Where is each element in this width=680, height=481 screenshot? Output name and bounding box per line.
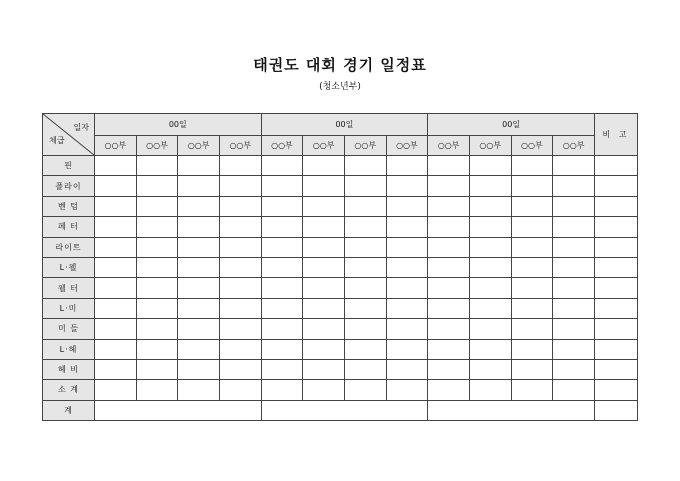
schedule-cell[interactable] [136, 359, 178, 379]
schedule-cell[interactable] [219, 196, 261, 216]
schedule-cell[interactable] [178, 380, 220, 400]
total-label: 계 [43, 400, 95, 420]
schedule-cell[interactable] [261, 217, 303, 237]
schedule-cell[interactable] [511, 217, 553, 237]
schedule-cell[interactable] [136, 298, 178, 318]
schedule-cell[interactable] [553, 196, 595, 216]
schedule-cell[interactable] [428, 359, 470, 379]
division-header: ○○부 [178, 136, 220, 156]
schedule-cell[interactable] [219, 359, 261, 379]
schedule-cell[interactable] [344, 278, 386, 298]
total-cell[interactable] [261, 400, 428, 420]
corner-date-label: 일자 [73, 123, 89, 132]
schedule-cell[interactable] [386, 380, 428, 400]
schedule-cell[interactable] [428, 298, 470, 318]
schedule-cell[interactable] [344, 298, 386, 318]
schedule-cell[interactable] [261, 359, 303, 379]
division-header: ○○부 [553, 136, 595, 156]
table-row [43, 380, 638, 400]
schedule-cell[interactable] [95, 298, 137, 318]
schedule-cell[interactable] [261, 278, 303, 298]
schedule-cell[interactable] [469, 319, 511, 339]
schedule-cell[interactable] [428, 278, 470, 298]
schedule-cell[interactable] [219, 217, 261, 237]
schedule-cell[interactable] [469, 217, 511, 237]
division-header: ○○부 [303, 136, 345, 156]
schedule-cell[interactable] [428, 237, 470, 257]
total-cell[interactable] [95, 400, 262, 420]
schedule-cell[interactable] [261, 196, 303, 216]
schedule-cell[interactable] [344, 156, 386, 176]
schedule-cell[interactable] [553, 257, 595, 277]
table-row [43, 217, 638, 237]
schedule-cell[interactable] [178, 319, 220, 339]
schedule-cell[interactable] [344, 196, 386, 216]
division-header: ○○부 [469, 136, 511, 156]
schedule-cell[interactable] [344, 359, 386, 379]
table-row [43, 298, 638, 318]
schedule-cell[interactable] [344, 176, 386, 196]
document-subtitle: (청소년부) [319, 82, 361, 92]
schedule-cell[interactable] [303, 196, 345, 216]
schedule-cell[interactable] [511, 278, 553, 298]
schedule-cell[interactable] [511, 380, 553, 400]
weight-class-label: L·미 [43, 298, 95, 318]
table-row [43, 319, 638, 339]
schedule-cell[interactable] [595, 176, 638, 196]
schedule-cell[interactable] [553, 278, 595, 298]
schedule-cell[interactable] [95, 217, 137, 237]
schedule-cell[interactable] [344, 319, 386, 339]
schedule-cell[interactable] [595, 339, 638, 359]
schedule-cell[interactable] [303, 156, 345, 176]
total-remarks-cell[interactable] [595, 400, 638, 420]
schedule-table [42, 113, 638, 421]
schedule-cell[interactable] [469, 298, 511, 318]
schedule-cell[interactable] [344, 380, 386, 400]
weight-class-label: 핀 [43, 156, 95, 176]
table-row [43, 237, 638, 257]
day-header-2: 00일 [261, 114, 428, 136]
schedule-cell[interactable] [469, 237, 511, 257]
schedule-cell[interactable] [511, 237, 553, 257]
schedule-cell[interactable] [386, 257, 428, 277]
schedule-cell[interactable] [136, 176, 178, 196]
schedule-cell[interactable] [178, 156, 220, 176]
schedule-cell[interactable] [469, 156, 511, 176]
schedule-cell[interactable] [428, 217, 470, 237]
schedule-cell[interactable] [136, 319, 178, 339]
total-cell[interactable] [428, 400, 595, 420]
division-header: ○○부 [136, 136, 178, 156]
schedule-cell[interactable] [595, 217, 638, 237]
schedule-cell[interactable] [386, 156, 428, 176]
schedule-cell[interactable] [303, 278, 345, 298]
schedule-cell[interactable] [469, 339, 511, 359]
schedule-cell[interactable] [95, 359, 137, 379]
schedule-cell[interactable] [261, 319, 303, 339]
schedule-cell[interactable] [386, 196, 428, 216]
schedule-cell[interactable] [95, 257, 137, 277]
weight-class-label: 웰 터 [43, 278, 95, 298]
schedule-cell[interactable] [219, 339, 261, 359]
weight-class-label: 페 터 [43, 217, 95, 237]
header-row-days [43, 114, 638, 136]
schedule-cell[interactable] [303, 176, 345, 196]
schedule-cell[interactable] [386, 237, 428, 257]
schedule-cell[interactable] [386, 176, 428, 196]
schedule-cell[interactable] [178, 196, 220, 216]
schedule-cell[interactable] [344, 339, 386, 359]
schedule-cell[interactable] [428, 176, 470, 196]
schedule-cell[interactable] [261, 257, 303, 277]
schedule-cell[interactable] [595, 196, 638, 216]
schedule-cell[interactable] [303, 237, 345, 257]
schedule-cell[interactable] [219, 380, 261, 400]
schedule-cell[interactable] [344, 237, 386, 257]
weight-class-label: 플라이 [43, 176, 95, 196]
schedule-cell[interactable] [178, 339, 220, 359]
document-title: 태권도 대회 경기 일정표 [253, 56, 427, 74]
schedule-cell[interactable] [303, 257, 345, 277]
schedule-cell[interactable] [469, 380, 511, 400]
table-row [43, 359, 638, 379]
schedule-cell[interactable] [95, 278, 137, 298]
schedule-cell[interactable] [428, 257, 470, 277]
schedule-cell[interactable] [428, 339, 470, 359]
schedule-cell[interactable] [178, 176, 220, 196]
schedule-cell[interactable] [136, 217, 178, 237]
division-header: ○○부 [95, 136, 137, 156]
schedule-cell[interactable] [136, 278, 178, 298]
schedule-body [43, 156, 638, 421]
schedule-cell[interactable] [178, 217, 220, 237]
schedule-cell[interactable] [136, 237, 178, 257]
schedule-cell[interactable] [178, 359, 220, 379]
schedule-cell[interactable] [303, 319, 345, 339]
schedule-cell[interactable] [553, 339, 595, 359]
schedule-cell[interactable] [386, 319, 428, 339]
schedule-cell[interactable] [595, 278, 638, 298]
division-header: ○○부 [511, 136, 553, 156]
weight-class-label: L·웰 [43, 257, 95, 277]
schedule-cell[interactable] [386, 339, 428, 359]
schedule-cell[interactable] [178, 278, 220, 298]
schedule-cell[interactable] [303, 298, 345, 318]
table-row [43, 156, 638, 176]
schedule-cell[interactable] [219, 176, 261, 196]
schedule-cell[interactable] [303, 380, 345, 400]
table-row [43, 196, 638, 216]
schedule-cell[interactable] [95, 237, 137, 257]
day-header-1: 00일 [95, 114, 262, 136]
schedule-cell[interactable] [511, 176, 553, 196]
schedule-cell[interactable] [511, 257, 553, 277]
corner-header-cell [43, 114, 95, 156]
schedule-cell[interactable] [511, 339, 553, 359]
schedule-cell[interactable] [178, 298, 220, 318]
schedule-cell[interactable] [95, 319, 137, 339]
schedule-cell[interactable] [219, 298, 261, 318]
weight-class-label: 라이트 [43, 237, 95, 257]
schedule-cell[interactable] [595, 237, 638, 257]
schedule-cell[interactable] [595, 319, 638, 339]
schedule-cell[interactable] [219, 257, 261, 277]
schedule-cell[interactable] [511, 156, 553, 176]
division-header: ○○부 [428, 136, 470, 156]
table-row [43, 339, 638, 359]
schedule-cell[interactable] [553, 298, 595, 318]
schedule-cell[interactable] [95, 380, 137, 400]
schedule-cell[interactable] [595, 156, 638, 176]
schedule-cell[interactable] [428, 156, 470, 176]
schedule-cell[interactable] [344, 217, 386, 237]
schedule-cell[interactable] [261, 298, 303, 318]
schedule-cell[interactable] [136, 339, 178, 359]
schedule-cell[interactable] [386, 278, 428, 298]
schedule-cell[interactable] [136, 196, 178, 216]
division-header: ○○부 [219, 136, 261, 156]
schedule-cell[interactable] [261, 339, 303, 359]
schedule-cell[interactable] [386, 217, 428, 237]
schedule-cell[interactable] [95, 196, 137, 216]
schedule-cell[interactable] [553, 319, 595, 339]
division-header: ○○부 [386, 136, 428, 156]
schedule-cell[interactable] [344, 257, 386, 277]
schedule-cell[interactable] [261, 237, 303, 257]
schedule-cell[interactable] [136, 257, 178, 277]
weight-class-label: 벤 텀 [43, 196, 95, 216]
division-header: ○○부 [261, 136, 303, 156]
schedule-cell[interactable] [595, 359, 638, 379]
schedule-cell[interactable] [595, 257, 638, 277]
schedule-cell[interactable] [469, 257, 511, 277]
schedule-cell[interactable] [386, 298, 428, 318]
schedule-cell[interactable] [469, 278, 511, 298]
schedule-cell[interactable] [303, 217, 345, 237]
schedule-cell[interactable] [95, 176, 137, 196]
weight-class-label: 미 들 [43, 319, 95, 339]
schedule-cell[interactable] [469, 196, 511, 216]
schedule-cell[interactable] [595, 380, 638, 400]
schedule-cell[interactable] [428, 196, 470, 216]
weight-class-label: 소 계 [43, 380, 95, 400]
schedule-cell[interactable] [511, 196, 553, 216]
schedule-cell[interactable] [261, 176, 303, 196]
division-header: ○○부 [344, 136, 386, 156]
schedule-cell[interactable] [219, 319, 261, 339]
schedule-cell[interactable] [553, 217, 595, 237]
schedule-cell[interactable] [95, 339, 137, 359]
schedule-cell[interactable] [511, 319, 553, 339]
schedule-cell[interactable] [261, 156, 303, 176]
schedule-cell[interactable] [428, 380, 470, 400]
table-row [43, 257, 638, 277]
schedule-cell[interactable] [303, 339, 345, 359]
schedule-cell[interactable] [553, 176, 595, 196]
total-row [43, 400, 638, 420]
schedule-cell[interactable] [469, 176, 511, 196]
schedule-cell[interactable] [511, 359, 553, 379]
schedule-cell[interactable] [553, 380, 595, 400]
schedule-cell[interactable] [136, 156, 178, 176]
schedule-cell[interactable] [469, 359, 511, 379]
weight-class-label: L·헤 [43, 339, 95, 359]
remarks-header: 비 고 [595, 114, 638, 156]
schedule-cell[interactable] [553, 156, 595, 176]
schedule-cell[interactable] [178, 237, 220, 257]
schedule-cell[interactable] [553, 359, 595, 379]
schedule-cell[interactable] [219, 278, 261, 298]
day-header-3: 00일 [428, 114, 595, 136]
schedule-cell[interactable] [261, 380, 303, 400]
weight-class-label: 헤 비 [43, 359, 95, 379]
schedule-cell[interactable] [386, 359, 428, 379]
schedule-cell[interactable] [178, 257, 220, 277]
schedule-cell[interactable] [553, 237, 595, 257]
header-row-divisions [43, 136, 638, 156]
table-row [43, 176, 638, 196]
table-row [43, 278, 638, 298]
schedule-cell[interactable] [303, 359, 345, 379]
schedule-cell[interactable] [219, 237, 261, 257]
schedule-cell[interactable] [511, 298, 553, 318]
corner-weight-label: 체급 [49, 136, 65, 145]
schedule-cell[interactable] [219, 156, 261, 176]
schedule-cell[interactable] [595, 298, 638, 318]
schedule-cell[interactable] [136, 380, 178, 400]
schedule-cell[interactable] [428, 319, 470, 339]
schedule-cell[interactable] [95, 156, 137, 176]
